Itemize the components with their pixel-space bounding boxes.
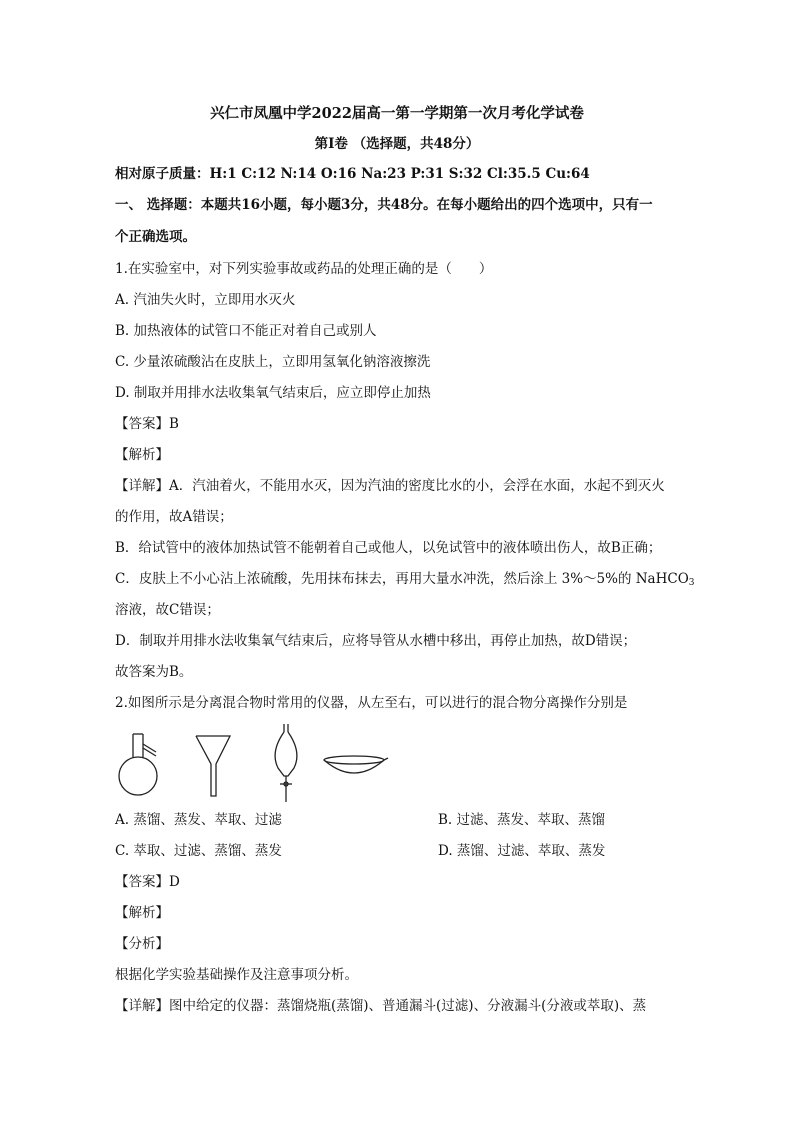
- section-subtitle: 第Ⅰ卷 （选择题，共48分）: [314, 136, 480, 152]
- q2-detail: 【详解】图中给定的仪器：蒸馏烧瓶(蒸馏)、普通漏斗(过滤)、分液漏斗(分液或萃取)、蒸: [115, 998, 647, 1014]
- funnel-icon: [196, 736, 230, 796]
- evaporating-dish-icon: [324, 756, 388, 773]
- q1-detail-line4: [115, 569, 695, 593]
- q2-answer: 【答案】D: [115, 874, 180, 890]
- q2-option-b: B. 过滤、蒸发、萃取、蒸馏: [438, 812, 606, 828]
- q1-stem: 1.在实验室中，对下列实验事故或药品的处理正确的是（ ）: [115, 261, 493, 277]
- q2-fenxi-label: 【分析】: [115, 936, 169, 952]
- lab-apparatus-figure: [112, 720, 412, 804]
- q1-option-d: D. 制取并用排水法收集氧气结束后，应立即停止加热: [115, 385, 431, 401]
- q1-option-c: C. 少量浓硫酸沾在皮肤上，立即用氢氧化钠溶液擦洗: [115, 354, 431, 370]
- q1-detail-line2: 的作用，故A错误；: [115, 509, 233, 525]
- q2-option-a: A. 蒸馏、蒸发、萃取、过滤: [115, 812, 282, 828]
- q1-analysis-label: 【解析】: [115, 447, 169, 463]
- separatory-funnel-icon: [275, 724, 297, 802]
- q2-option-c: C. 萃取、过滤、蒸馏、蒸发: [115, 843, 282, 859]
- q1-detail-line1: 【详解】A．汽油着火，不能用水灭，因为汽油的密度比水的小，会浮在水面，水起不到灭火: [115, 478, 665, 494]
- q1-detail-line4-text: C．皮肤上不小心沾上浓硫酸，先用抹布抹去，再用大量水冲洗，然后涂上 3%～5%的 NaHCO: [115, 571, 689, 587]
- atomic-masses: 相对原子质量：H:1 C:12 N:14 O:16 Na:23 P:31 S:32 Cl:35.5 Cu:64: [115, 166, 590, 182]
- q1-detail-line6: D．制取并用排水法收集氧气结束后，应将导管从水槽中移出，再停止加热，故D错误；: [115, 633, 637, 649]
- q1-detail-line3: B．给试管中的液体加热试管不能朝着自己或他人，以免试管中的液体喷出伤人，故B正确；: [115, 540, 662, 556]
- q1-detail-line5: 溶液，故C错误；: [115, 602, 220, 618]
- q1-option-a: A. 汽油失火时，立即用水灭火: [115, 292, 296, 308]
- q2-stem: 2.如图所示是分离混合物时常用的仪器，从左至右，可以进行的混合物分离操作分别是: [115, 695, 628, 711]
- exam-title: 兴仁市凤凰中学2022届高一第一学期第一次月考化学试卷: [210, 105, 584, 122]
- distilling-flask-icon: [119, 734, 157, 795]
- q1-detail-line7: 故答案为B。: [115, 664, 193, 680]
- q1-option-b: B. 加热液体的试管口不能正对着自己或别人: [115, 323, 377, 339]
- section-instruction-line2: 个正确选项。: [115, 229, 196, 245]
- q1-answer: 【答案】B: [115, 416, 179, 432]
- q1-subscript: 3: [688, 578, 695, 588]
- q2-fenxi: 根据化学实验基础操作及注意事项分析。: [115, 967, 358, 983]
- q2-analysis-label: 【解析】: [115, 905, 169, 921]
- section-instruction-line1: 一、 选择题：本题共16小题，每小题3分，共48分。在每小题给出的四个选项中，只有一: [115, 197, 653, 213]
- q2-option-d: D. 蒸馏、过滤、萃取、蒸发: [438, 843, 606, 859]
